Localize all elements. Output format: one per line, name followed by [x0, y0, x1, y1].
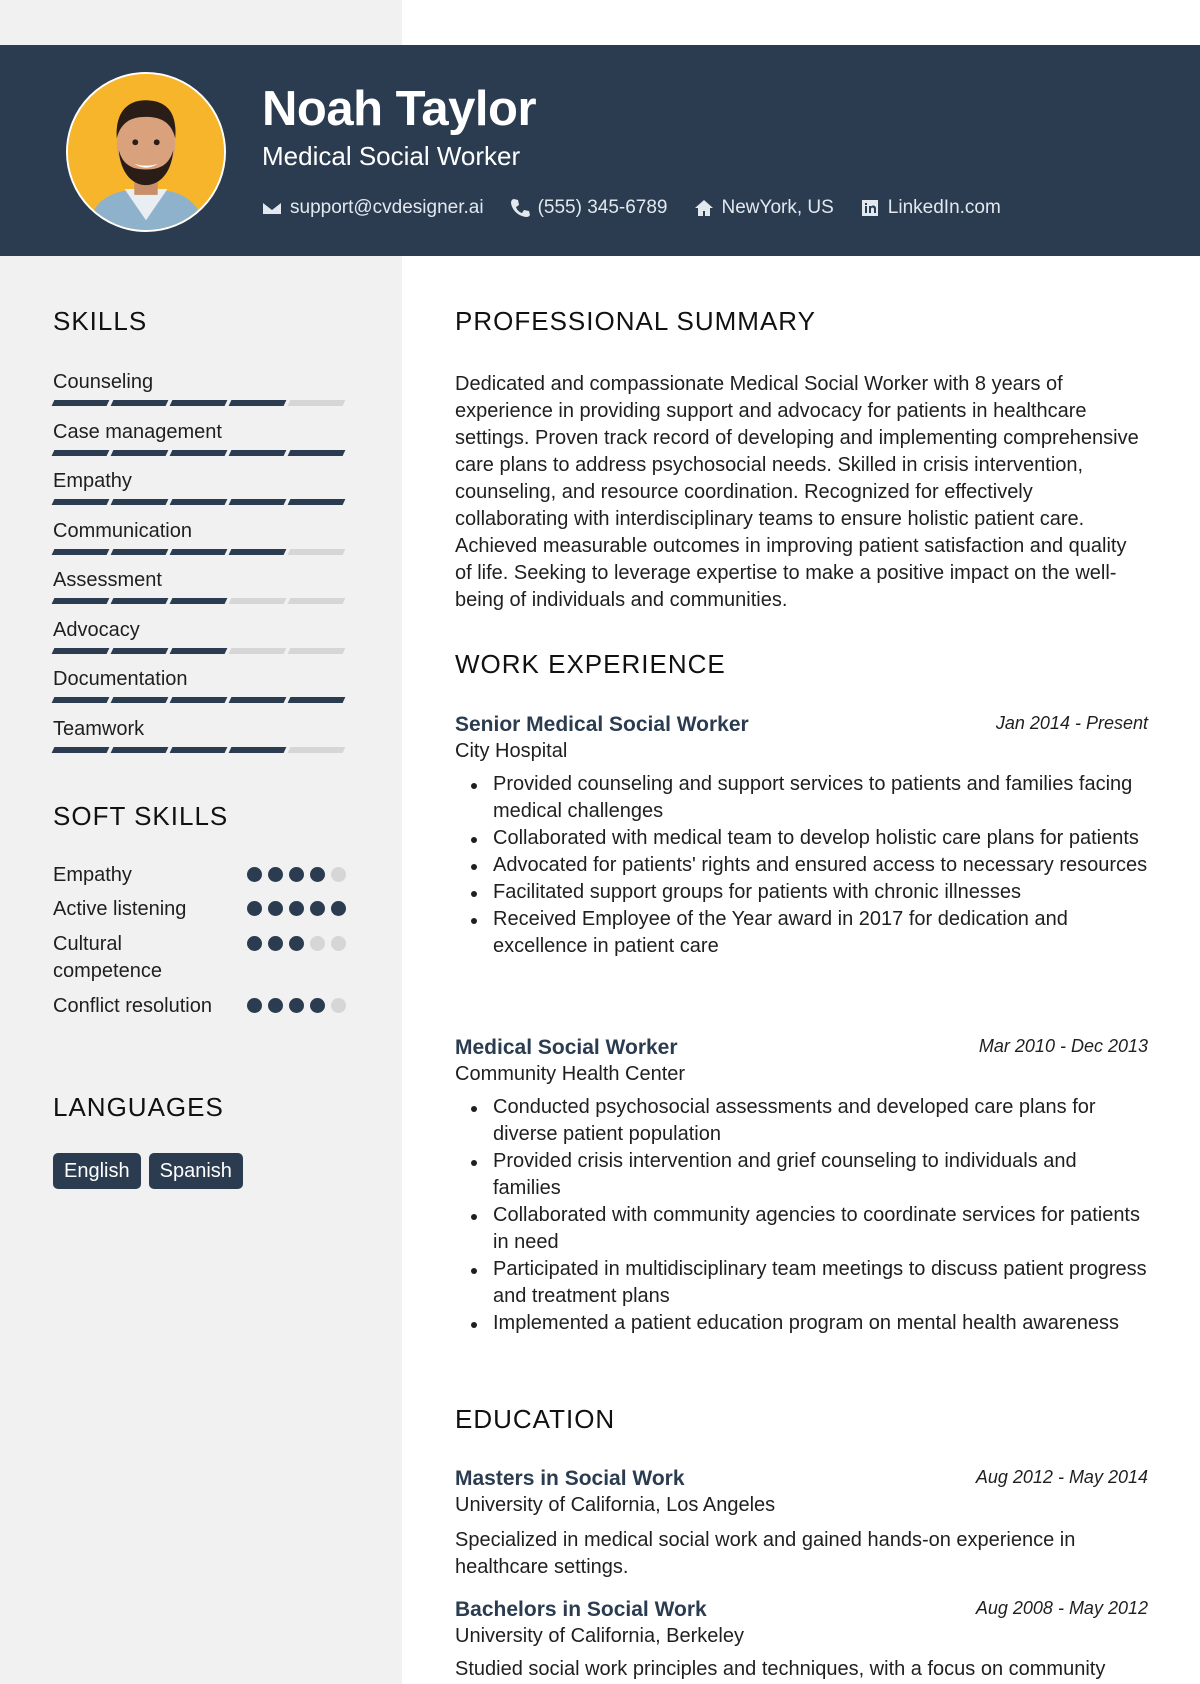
skill-level-segment — [52, 697, 110, 703]
skill-level-segment — [288, 450, 346, 456]
skill-level-segment — [111, 400, 169, 406]
skill-level-segment — [111, 747, 169, 753]
job-entry-1 — [455, 712, 1148, 960]
home-icon — [694, 198, 714, 218]
skill-level-segment — [229, 450, 287, 456]
rating-dot — [331, 936, 346, 951]
education-heading: EDUCATION — [455, 1404, 616, 1434]
skill-level-segment — [170, 697, 228, 703]
soft-skills-list — [53, 862, 348, 1062]
skill-level-segment — [288, 549, 346, 555]
skill-level-segment — [52, 648, 110, 654]
skills-heading: SKILLS — [53, 306, 148, 336]
phone-icon — [510, 198, 530, 218]
skill-level-segment — [170, 499, 228, 505]
skill-level-segment — [288, 598, 346, 604]
skill-level-segment — [111, 648, 169, 654]
skill-label: Assessment — [53, 569, 162, 591]
degree-title: Masters in Social Work — [455, 1467, 685, 1490]
soft-skill-item — [53, 931, 348, 985]
experience-heading: WORK EXPERIENCE — [455, 649, 726, 679]
skill-label: Documentation — [53, 668, 188, 690]
skill-level-bar — [53, 549, 344, 555]
job-org: City Hospital — [455, 740, 568, 763]
job-title: Medical Social Worker — [455, 1036, 678, 1059]
soft-skill-label: Conflict resolution — [53, 995, 212, 1017]
rating-dot — [331, 901, 346, 916]
soft-skill-item — [53, 862, 348, 889]
skill-level-segment — [52, 450, 110, 456]
skill-item — [53, 618, 348, 668]
rating-dot — [289, 998, 304, 1013]
skill-level-segment — [229, 549, 287, 555]
school-name: University of California, Berkeley — [455, 1625, 744, 1648]
contact-email-text: support@cvdesigner.ai — [290, 197, 484, 218]
education-section — [455, 1404, 1148, 1435]
soft-skill-rating — [247, 867, 346, 882]
skill-level-segment — [229, 598, 287, 604]
rating-dot — [310, 998, 325, 1013]
profile-photo — [68, 74, 224, 230]
skill-level-segment — [170, 648, 228, 654]
skill-level-segment — [288, 747, 346, 753]
skill-level-segment — [170, 450, 228, 456]
soft-skill-rating — [247, 901, 346, 916]
rating-dot — [331, 998, 346, 1013]
rating-dot — [331, 867, 346, 882]
rating-dot — [247, 936, 262, 951]
skill-level-bar — [53, 499, 344, 505]
list-item: Collaborated with community agencies to coordinate services for patients in need — [455, 1202, 1148, 1256]
skill-item — [53, 519, 348, 569]
contact-email[interactable] — [262, 197, 484, 219]
skills-list — [53, 370, 348, 770]
contact-location — [694, 197, 834, 219]
rating-dot — [310, 936, 325, 951]
languages-heading: LANGUAGES — [53, 1092, 224, 1122]
rating-dot — [268, 901, 283, 916]
skill-level-segment — [111, 450, 169, 456]
skill-level-segment — [229, 747, 287, 753]
soft-skill-label: Cultural competence — [53, 933, 162, 982]
summary-text: Dedicated and compassionate Medical Social Worker with 8 years of experience in providing support and advocacy for patients in healthcare settings. Proven track record of developing and implementing comprehensive care plans to address psychosocial needs. Skilled in crisis intervention, counseling, and resource coordination. Recognized for effectively collaborating with interdisciplinary teams to ensure holistic patient care. Achieved measurable outcomes in improving patient satisfaction and quality of life. Seeking to leverage expertise to make a positive impact on the well-being of individuals and communities. — [455, 373, 1139, 612]
skill-level-segment — [52, 549, 110, 555]
skill-label: Advocacy — [53, 618, 140, 641]
skill-level-segment — [170, 549, 228, 555]
rating-dot — [289, 867, 304, 882]
languages-list — [53, 1153, 348, 1193]
list-item: Provided counseling and support services to patients and families facing medical challenges — [455, 771, 1148, 825]
skill-item — [53, 717, 348, 767]
skills-section — [53, 306, 348, 337]
contact-phone[interactable] — [510, 197, 668, 219]
list-item: Collaborated with medical team to develop holistic care plans for patients — [455, 825, 1148, 852]
skill-level-segment — [229, 648, 287, 654]
list-item: Participated in multidisciplinary team meetings to discuss patient progress and treatment plans — [455, 1256, 1148, 1310]
soft-skill-label: Active listening — [53, 898, 187, 920]
job-date: Mar 2010 - Dec 2013 — [978, 1036, 1148, 1056]
list-item: Provided crisis intervention and grief counseling to individuals and families — [455, 1148, 1148, 1202]
contact-list — [262, 193, 1001, 223]
rating-dot — [289, 936, 304, 951]
skill-level-segment — [229, 400, 287, 406]
soft-skill-item — [53, 993, 348, 1020]
skill-level-segment — [288, 697, 346, 703]
contact-phone-text: (555) 345-6789 — [537, 197, 668, 218]
degree-title: Bachelors in Social Work — [455, 1598, 707, 1621]
rating-dot — [310, 901, 325, 916]
envelope-icon — [262, 198, 282, 218]
skill-label: Counseling — [53, 371, 154, 393]
skill-level-segment — [229, 499, 287, 505]
skill-level-bar — [53, 648, 344, 654]
degree-date: Aug 2008 - May 2012 — [975, 1598, 1148, 1618]
job-bullets — [455, 1094, 1148, 1337]
skill-level-segment — [288, 648, 346, 654]
skill-label: Communication — [53, 519, 192, 542]
language-badge-english: English — [53, 1153, 141, 1189]
soft-skill-rating — [247, 998, 346, 1013]
rating-dot — [247, 998, 262, 1013]
education-entry-2 — [455, 1597, 1148, 1683]
soft-skill-rating — [247, 936, 346, 951]
avatar — [66, 72, 226, 232]
soft-skill-label: Empathy — [53, 864, 132, 886]
languages-section — [53, 1092, 348, 1123]
contact-linkedin-text: LinkedIn.com — [887, 197, 1001, 218]
skill-level-segment — [288, 499, 346, 505]
list-item: Advocated for patients' rights and ensured access to necessary resources — [455, 852, 1148, 879]
skill-level-segment — [170, 598, 228, 604]
list-item: Implemented a patient education program on mental health awareness — [455, 1310, 1148, 1337]
skill-level-bar — [53, 450, 344, 456]
soft-skills-heading: SOFT SKILLS — [53, 801, 229, 831]
rating-dot — [289, 901, 304, 916]
rating-dot — [247, 901, 262, 916]
linkedin-icon — [860, 198, 880, 218]
rating-dot — [268, 936, 283, 951]
job-org: Community Health Center — [455, 1063, 686, 1086]
school-name: University of California, Los Angeles — [455, 1494, 776, 1517]
skill-level-segment — [111, 549, 169, 555]
skill-level-bar — [53, 697, 344, 703]
skill-level-bar — [53, 747, 344, 753]
skill-level-segment — [229, 697, 287, 703]
contact-location-text: NewYork, US — [721, 197, 834, 218]
skill-level-segment — [52, 499, 110, 505]
soft-skill-item — [53, 896, 348, 923]
resume-header — [0, 45, 1200, 256]
list-item: Conducted psychosocial assessments and developed care plans for diverse patient population — [455, 1094, 1148, 1148]
skill-level-segment — [111, 598, 169, 604]
contact-linkedin[interactable] — [860, 197, 1001, 219]
skill-level-segment — [111, 697, 169, 703]
skill-item — [53, 568, 348, 618]
job-entry-2 — [455, 1035, 1148, 1337]
skill-level-segment — [288, 400, 346, 406]
skill-level-segment — [52, 400, 110, 406]
skill-level-segment — [52, 598, 110, 604]
experience-section — [455, 649, 1148, 680]
list-item: Facilitated support groups for patients with chronic illnesses — [455, 879, 1148, 906]
soft-skills-section — [53, 801, 348, 832]
skill-level-segment — [111, 499, 169, 505]
skill-label: Teamwork — [53, 717, 145, 740]
summary-heading: PROFESSIONAL SUMMARY — [455, 306, 816, 336]
skill-label: Empathy — [53, 470, 132, 492]
candidate-name: Noah Taylor — [262, 82, 537, 136]
job-date: Jan 2014 - Present — [995, 713, 1148, 733]
degree-description: Studied social work principles and techniques, with a focus on community — [455, 1658, 1106, 1681]
rating-dot — [247, 867, 262, 882]
rating-dot — [268, 867, 283, 882]
job-title: Senior Medical Social Worker — [455, 713, 749, 736]
skill-label: Case management — [53, 420, 222, 443]
job-bullets — [455, 771, 1148, 960]
rating-dot — [268, 998, 283, 1013]
education-entry-1 — [455, 1466, 1148, 1581]
skill-item — [53, 420, 348, 470]
rating-dot — [310, 867, 325, 882]
skill-item — [53, 370, 348, 420]
skill-item — [53, 667, 348, 717]
skill-item — [53, 469, 348, 519]
skill-level-segment — [52, 747, 110, 753]
skill-level-bar — [53, 598, 344, 604]
skill-level-bar — [53, 400, 344, 406]
degree-date: Aug 2012 - May 2014 — [975, 1467, 1148, 1487]
skill-level-segment — [170, 400, 228, 406]
skill-level-segment — [170, 747, 228, 753]
list-item: Received Employee of the Year award in 2017 for dedication and excellence in patient care — [455, 906, 1148, 960]
language-badge-spanish: Spanish — [149, 1153, 243, 1189]
candidate-title: Medical Social Worker — [262, 141, 521, 171]
summary-section — [455, 306, 1148, 614]
degree-description: Specialized in medical social work and gained hands-on experience in healthcare settings. — [455, 1529, 1076, 1579]
